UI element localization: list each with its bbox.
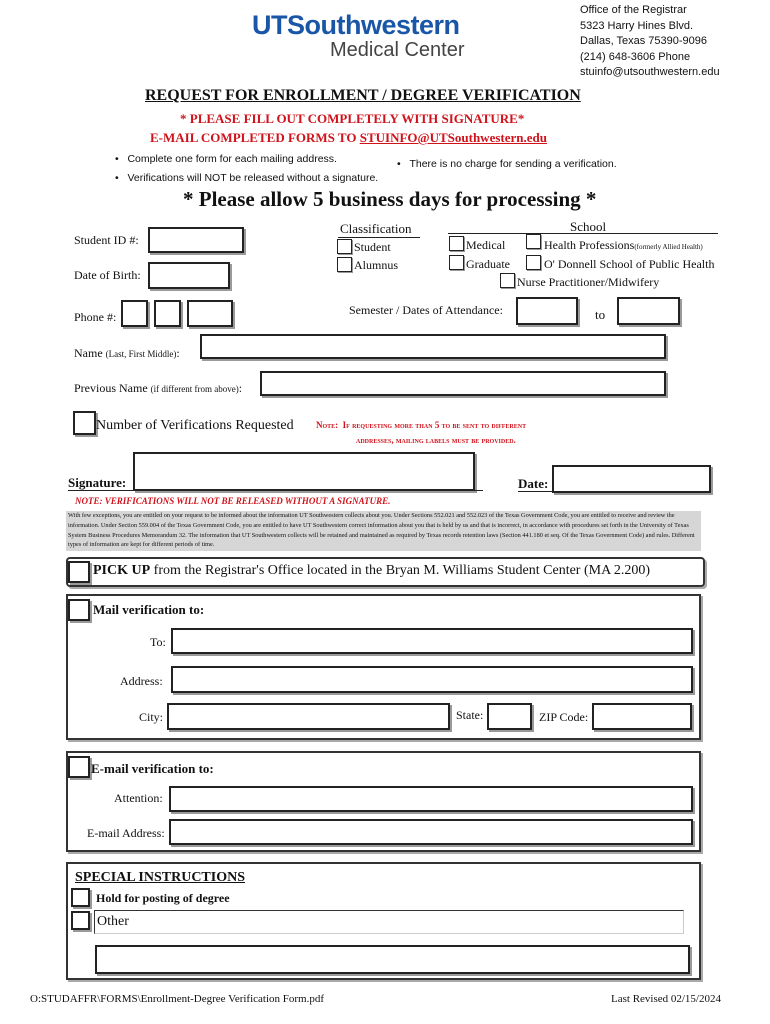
name-label: Name (Last, First Middle):	[74, 346, 180, 360]
name-input[interactable]	[200, 334, 666, 359]
pickup-bold: PICK UP	[93, 563, 151, 578]
email-attention-label: Attention:	[114, 791, 163, 805]
dob-input[interactable]	[148, 262, 230, 289]
bullet-one-form-text: Complete one form for each mailing address.	[127, 153, 337, 165]
logo-ut: UT	[252, 10, 287, 40]
phone-line-input[interactable]	[187, 300, 233, 327]
mail-city-input[interactable]	[167, 703, 450, 730]
mail-state-input[interactable]	[487, 703, 532, 730]
email-notice	[150, 130, 547, 146]
special-other-checkbox[interactable]	[71, 911, 90, 930]
date-label: Date:	[518, 476, 549, 491]
school-health-label	[544, 238, 703, 253]
classification-heading: Classification	[340, 221, 412, 236]
mail-heading: Mail verification to:	[93, 602, 205, 617]
school-graduate-label: Graduate	[466, 257, 510, 271]
mail-city-label: City:	[139, 710, 164, 724]
signature-input[interactable]	[133, 452, 475, 491]
verifications-note-label: Note:	[316, 420, 339, 430]
dob-label: Date of Birth:	[74, 268, 141, 282]
semester-to-label: to	[595, 307, 606, 322]
classification-student-label: Student	[354, 240, 391, 254]
form-title: REQUEST FOR ENROLLMENT / DEGREE VERIFICATION	[145, 87, 581, 104]
special-hold-label: Hold for posting of degree	[96, 891, 230, 905]
office-line-1: Office of the Registrar	[580, 4, 687, 16]
verifications-note	[316, 420, 526, 430]
mail-checkbox[interactable]	[68, 599, 90, 621]
special-other-field[interactable]	[94, 910, 684, 934]
semester-end-input[interactable]	[617, 297, 680, 325]
footer-revised: Last Revised 02/15/2024	[611, 993, 721, 1005]
school-health-checkbox[interactable]	[526, 234, 541, 249]
mail-state-label: State:	[456, 708, 484, 722]
student-id-input[interactable]	[148, 227, 244, 253]
office-line-4: (214) 648-3606 Phone	[580, 50, 691, 63]
school-underline	[448, 233, 718, 234]
previous-name-label: Previous Name (if different from above):	[74, 381, 243, 395]
email-address-label: E-mail Address:	[87, 826, 165, 840]
signature-line	[68, 490, 483, 491]
fill-out-notice: * PLEASE FILL OUT COMPLETELY WITH SIGNATURE*	[180, 111, 525, 126]
classification-alumnus-label: Alumnus	[354, 258, 399, 272]
mail-to-input[interactable]	[171, 628, 693, 654]
school-medical-checkbox[interactable]	[449, 236, 464, 251]
semester-label: Semester / Dates of Attendance:	[349, 303, 503, 317]
school-health-note: (formerly Allied Health)	[634, 243, 703, 251]
signature-label: Signature:	[68, 475, 127, 490]
email-notice-prefix: E-MAIL COMPLETED FORMS TO	[150, 130, 360, 145]
footer-path: O:STUDAFFR\FORMS\Enrollment-Degree Verification Form.pdf	[30, 993, 325, 1005]
classification-alumnus-checkbox[interactable]	[337, 257, 352, 272]
pickup-checkbox[interactable]	[68, 561, 90, 583]
email-checkbox[interactable]	[68, 756, 90, 778]
office-line-3: Dallas, Texas 75390-9096	[580, 35, 707, 47]
bullet-no-charge: • There is no charge for sending a verification.	[397, 158, 617, 170]
school-heading: School	[570, 219, 607, 234]
school-medical-label: Medical	[466, 238, 506, 252]
logo-medical-center: Medical Center	[330, 39, 465, 61]
mail-to-label: To:	[150, 635, 166, 649]
special-other-label: Other	[97, 914, 129, 929]
special-other-details-input[interactable]	[95, 945, 690, 974]
bullet-no-charge-text: There is no charge for sending a verification.	[409, 158, 617, 170]
pickup-text: from the Registrar's Office located in the Bryan M. Williams Student Center (MA 2.200)	[150, 563, 651, 578]
pickup-label	[93, 563, 650, 579]
processing-note: * Please allow 5 business days for processing *	[183, 187, 597, 211]
verifications-note-line-2: addresses, mailing labels must be provided.	[356, 435, 516, 445]
date-line	[518, 491, 556, 492]
school-odonnell-checkbox[interactable]	[526, 255, 541, 270]
email-attention-input[interactable]	[169, 786, 693, 812]
classification-student-checkbox[interactable]	[337, 239, 352, 254]
date-input[interactable]	[552, 465, 711, 493]
classification-underline	[338, 237, 420, 238]
phone-label: Phone #:	[74, 310, 117, 324]
email-address-input[interactable]	[169, 819, 693, 845]
name-label-text: Name	[74, 346, 103, 360]
privacy-notice: With few exceptions, you are entitled on your request to be informed about the information UT Southwestern collects about you. Under Sections 552.021 and 552.023 of the Texas Government Code, you are entitled to receive and review the information. Under Section 559.004 of the Texas Government Code, you are entitled to have UT Southwestern correct information about you that is held by us and that is incorrect, in accordance with procedures set forth in the University of Texas System Business Procedures Memorandum 32. The information that UT Southwestern collects will be retained and maintained as required by Texas records retention laws (Section 441.180 et seq. Of the Texas Government Code) and rules. Different types of information are kept for different periods of time.	[66, 511, 701, 551]
phone-area-input[interactable]	[121, 300, 148, 327]
email-heading: E-mail verification to:	[91, 761, 214, 776]
verifications-note-text-1: If requesting more than 5 to be sent to different	[342, 420, 527, 430]
office-email[interactable]: stuinfo@utsouthwestern.edu	[580, 66, 720, 78]
semester-start-input[interactable]	[516, 297, 578, 325]
special-heading: SPECIAL INSTRUCTIONS	[75, 870, 245, 885]
phone-prefix-input[interactable]	[154, 300, 181, 327]
bullet-one-form: • Complete one form for each mailing address.	[115, 153, 337, 165]
signature-warning: NOTE: VERIFICATIONS WILL NOT BE RELEASED WITHOUT A SIGNATURE.	[75, 496, 391, 506]
verifications-label: Number of Verifications Requested	[96, 418, 294, 433]
previous-name-hint: (if different from above)	[150, 384, 239, 394]
school-odonnell-label: O' Donnell School of Public Health	[544, 257, 715, 271]
office-line-2: 5323 Harry Hines Blvd.	[580, 19, 694, 32]
previous-name-input[interactable]	[260, 371, 666, 396]
verifications-count-input[interactable]	[73, 411, 96, 435]
special-hold-checkbox[interactable]	[71, 888, 90, 907]
bullet-signature: • Verifications will NOT be released without a signature.	[115, 172, 379, 184]
mail-zip-input[interactable]	[592, 703, 692, 730]
school-health-text: Health Professions	[544, 238, 635, 252]
school-np-checkbox[interactable]	[500, 273, 515, 288]
mail-address-label: Address:	[120, 674, 163, 688]
registrar-address	[580, 3, 720, 81]
school-graduate-checkbox[interactable]	[449, 255, 464, 270]
school-np-label: Nurse Practitioner/Midwifery	[517, 275, 660, 289]
email-notice-link[interactable]: STUINFO@UTSouthwestern.edu	[359, 130, 547, 145]
mail-address-input[interactable]	[171, 666, 693, 693]
logo-southwestern: Southwestern	[287, 10, 460, 40]
name-label-hint: (Last, First Middle)	[105, 349, 177, 359]
logo	[252, 10, 465, 60]
previous-name-text: Previous Name	[74, 381, 148, 395]
bullet-signature-text: Verifications will NOT be released without a signature.	[127, 172, 379, 184]
mail-zip-label: ZIP Code:	[539, 710, 589, 724]
student-id-label: Student ID #:	[74, 233, 139, 247]
